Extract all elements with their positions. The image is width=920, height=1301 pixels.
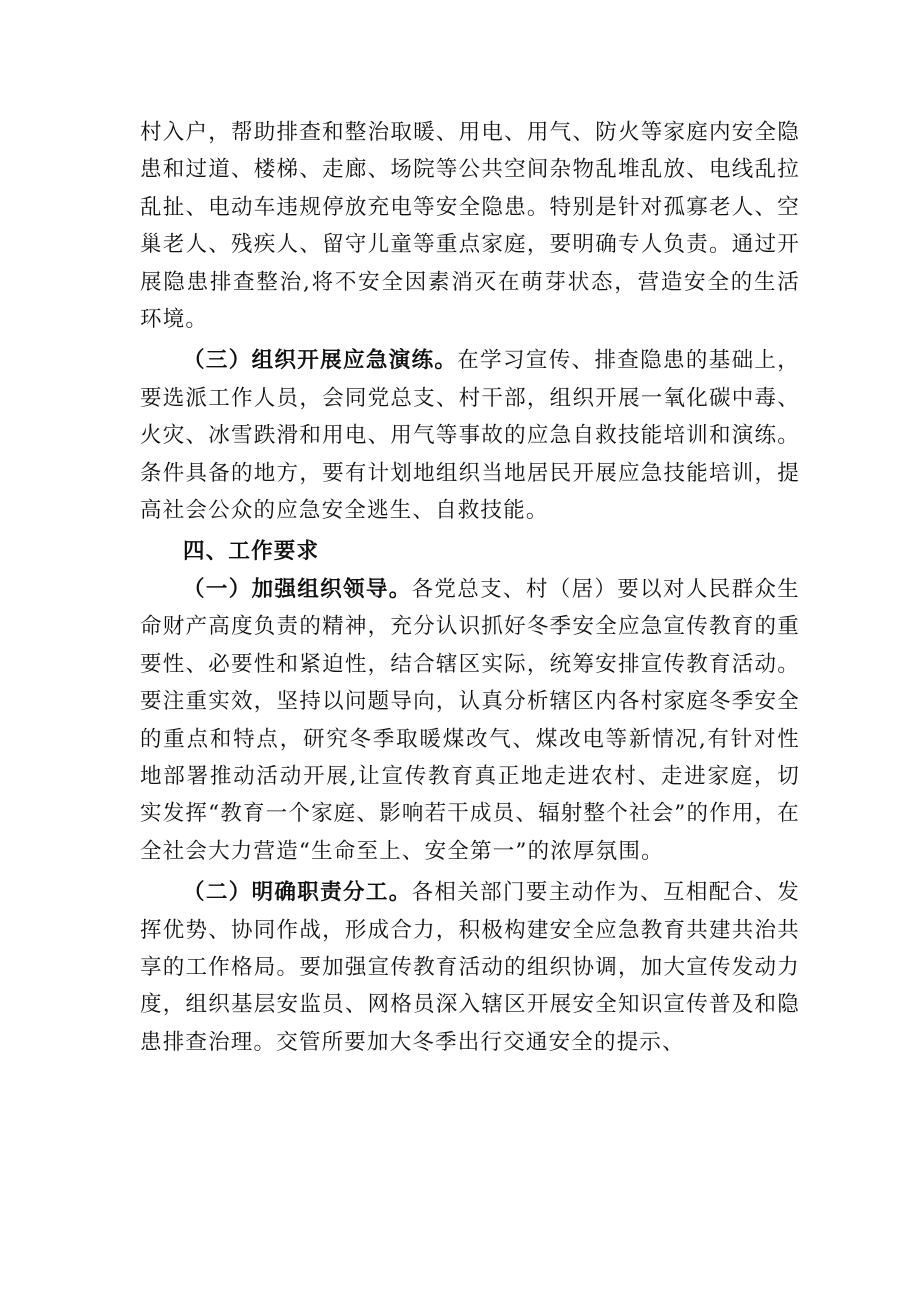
paragraph-strengthen-leadership (140, 571, 800, 870)
paragraph-text: 村入户，帮助排查和整治取暖、用电、用气、防火等家庭内安全隐患和过道、楼梯、走廊、场院等公共空间杂物乱堆乱放、电线乱拉乱扯、电动车违规停放充电等安全隐患。特别是针对孤寡老人、空巢老人、残疾人、留守儿童等重点家庭，要明确专人负责。通过开展隐患排查整治,将不安全因素消灭在萌芽状态，营造安全的生活环境。 (140, 120, 800, 333)
document-body (140, 114, 800, 1061)
paragraph-emergency-drill (140, 342, 800, 529)
paragraph-hazard-inspection (140, 114, 800, 338)
paragraph-text: 各相关部门要主动作为、互相配合、发挥优势、协同作战，形成合力，积极构建安全应急教育共建共治共享的工作格局。要加强宣传教育活动的组织协调，加大宣传发动力度，组织基层安监员、网格员深入辖区开展安全知识宣传普及和隐患排查治理。交管所要加大冬季出行交通安全的提示、 (140, 880, 800, 1055)
paragraph-lead-heading: （二）明确职责分工。 (183, 880, 412, 906)
paragraph-text: 各党总支、村（居）要以对人民群众生命财产高度负责的精神，充分认识抓好冬季安全应急宣传教育的重要性、必要性和紧迫性，结合辖区实际，统筹安排宣传教育活动。要注重实效，坚持以问题导向，认真分析辖区内各村家庭冬季安全的重点和特点，研究冬季取暖煤改气、煤改电等新情况,有针对性地部署推动活动开展,让宣传教育真正地走进农村、走进家庭，切实发挥“教育一个家庭、影响若干成员、辐射整个社会”的作用，在全社会大力营造“生命至上、安全第一”的浓厚氛围。 (140, 576, 800, 864)
paragraph-text: 在学习宣传、排查隐患的基础上，要选派工作人员，会同党总支、村干部，组织开展一氧化碳中毒、火灾、冰雪跌滑和用电、用气等事故的应急自救技能培训和演练。条件具备的地方，要有计划地组织当地居民开展应急技能培训，提高社会公众的应急安全逃生、自救技能。 (140, 348, 800, 524)
paragraph-clarify-responsibilities (140, 874, 800, 1061)
section-heading-work-requirements: 四、工作要求 (183, 539, 320, 565)
paragraph-lead-heading: （三）组织开展应急演练。 (183, 348, 458, 374)
paragraph-lead-heading: （一）加强组织领导。 (183, 576, 412, 602)
